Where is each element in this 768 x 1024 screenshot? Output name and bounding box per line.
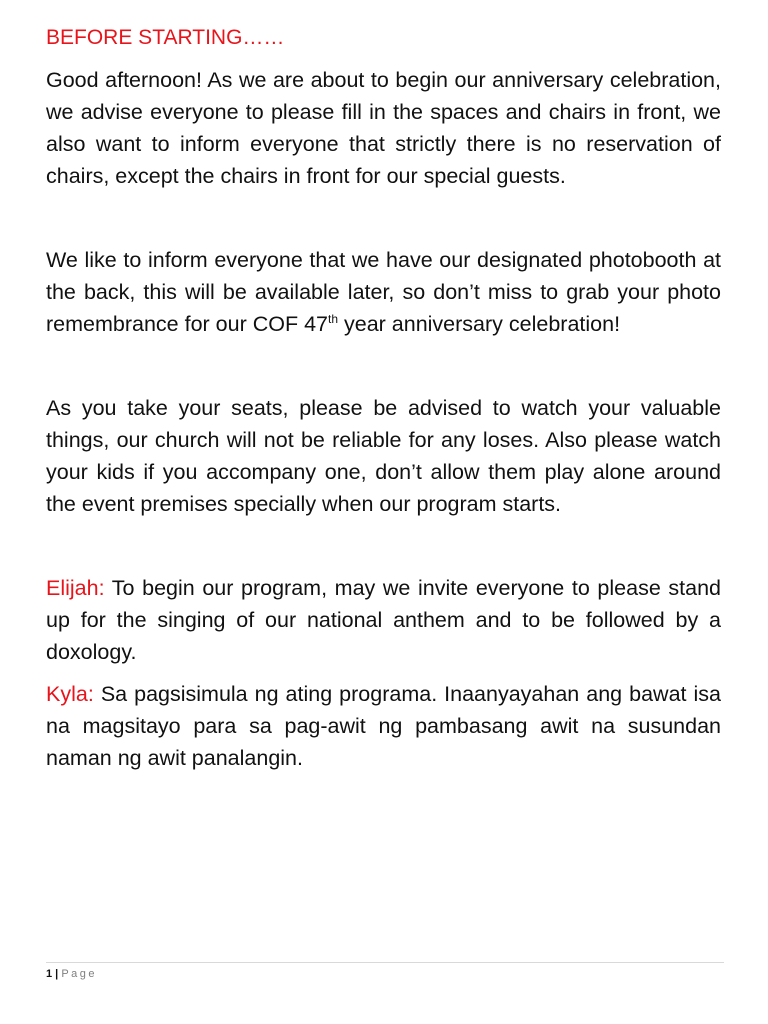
photobooth-text-start: We like to inform everyone that we have our designated photobooth at the back, this will be available later, so don’t miss to grab your photo remembrance for our COF 47: [46, 248, 721, 336]
dialogue-text: To begin our program, may we invite everyone to please stand up for the singing of our national anthem and to be followed by a doxology.: [46, 576, 721, 664]
speaker-name: Kyla:: [46, 682, 94, 706]
page-footer: [46, 962, 724, 982]
footer-separator: |: [52, 968, 62, 980]
document-page: [46, 22, 721, 774]
page-label: Page: [61, 968, 98, 980]
dialogue-line-kyla: [46, 678, 721, 774]
welcome-paragraph: Good afternoon! As we are about to begin our anniversary celebration, we advise everyone to please fill in the spaces and chairs in front, we also want to inform everyone that strictly there is no reservation of chairs, except the chairs in front for our special guests.: [46, 68, 721, 188]
dialogue-line-elijah: [46, 572, 721, 668]
speaker-name: Elijah:: [46, 576, 105, 600]
photobooth-text-end: year anniversary celebration!: [338, 312, 621, 336]
dialogue-text: Sa pagsisimula ng ating programa. Inaanyayahan ang bawat isa na magsitayo para sa pag-awit ng pambasang awit na susundan naman ng awit panalangin.: [46, 682, 721, 770]
ordinal-superscript: th: [328, 311, 339, 326]
page-number: 1: [46, 968, 53, 980]
section-heading: BEFORE STARTING……: [46, 26, 285, 49]
photobooth-paragraph: [46, 244, 721, 340]
valuables-paragraph: As you take your seats, please be advised to watch your valuable things, our church will not be reliable for any loses. Also please watch your kids if you accompany one, don’t allow them play alone around the event premises specially when our program starts.: [46, 396, 721, 516]
